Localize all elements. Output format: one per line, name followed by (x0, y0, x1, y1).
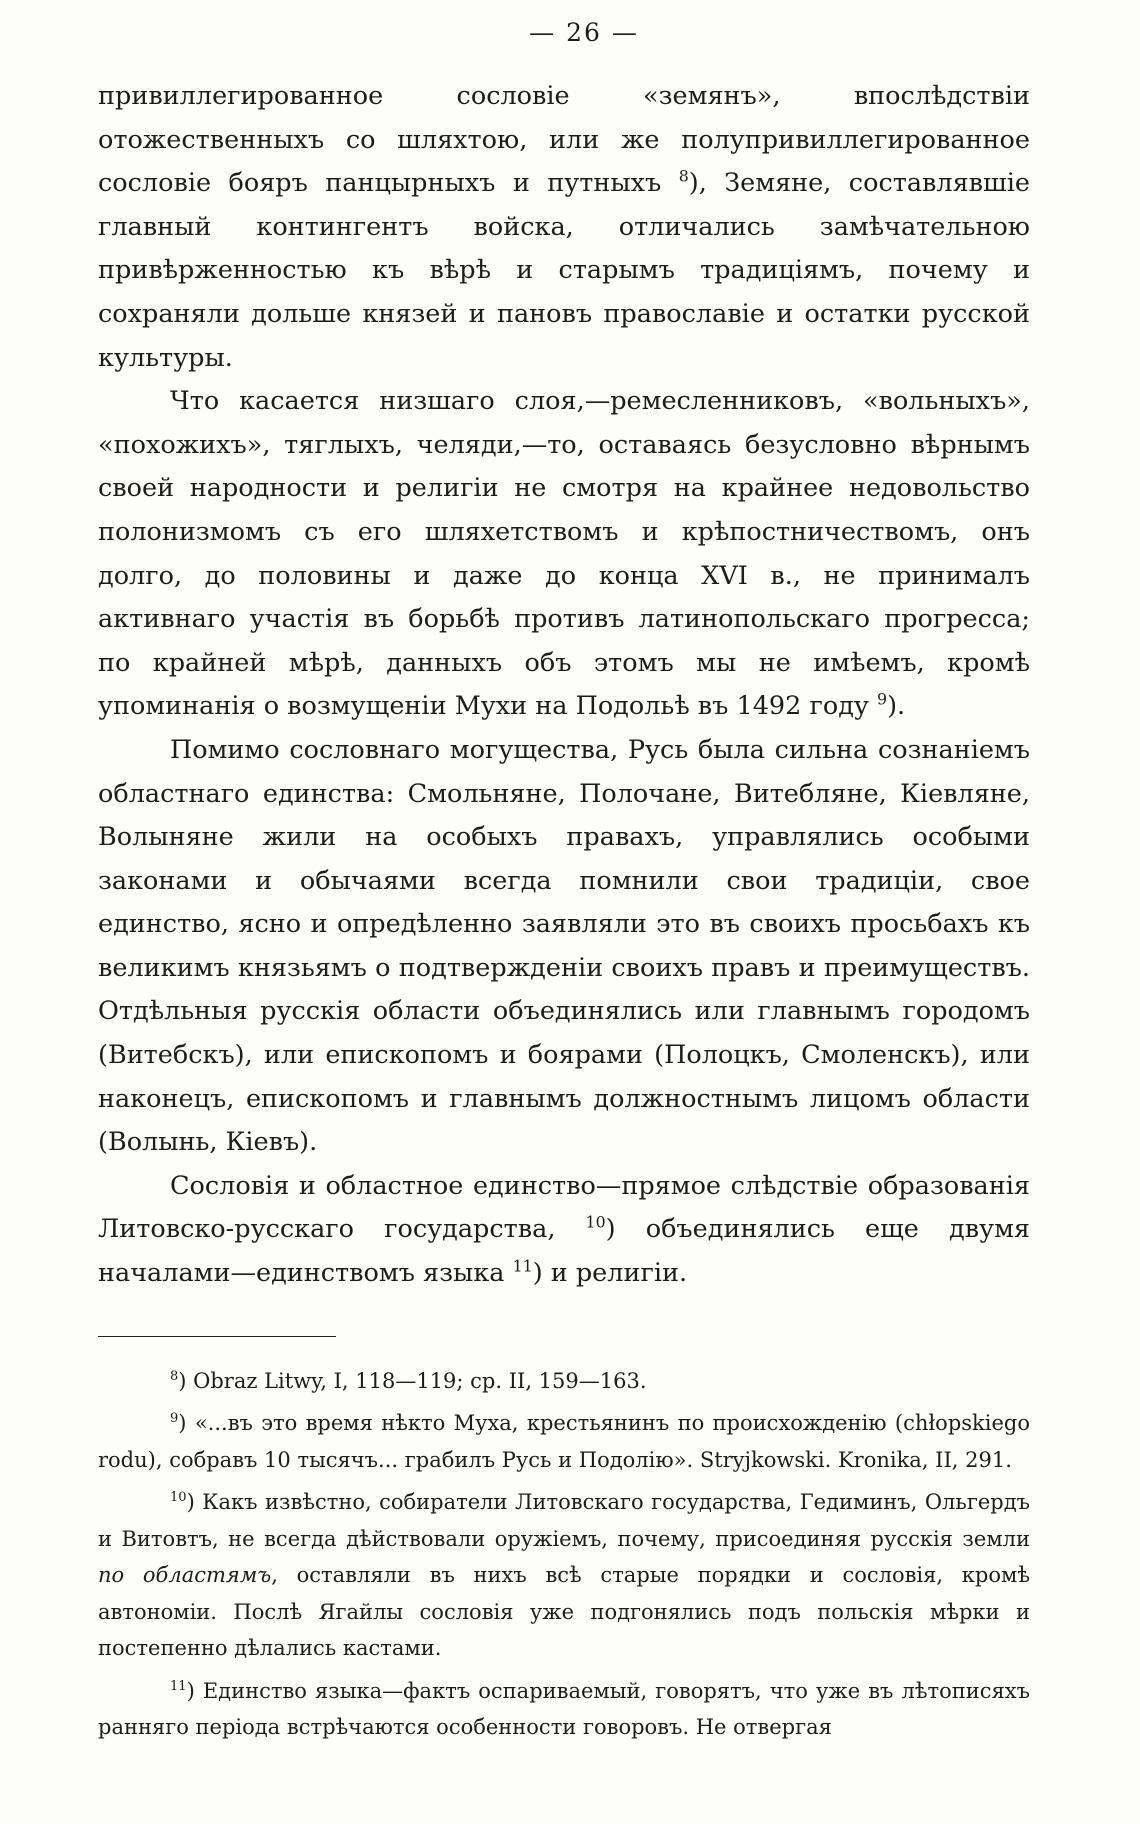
footnote-mark: 11 (170, 1678, 187, 1694)
paragraph-2-tail: ). (887, 691, 906, 722)
note-ref-8: 8 (678, 166, 689, 186)
paragraph-3 (98, 729, 1030, 1165)
paragraph-4 (98, 1165, 1030, 1296)
footnote-divider (98, 1336, 336, 1337)
footnote-text: ) Obraz Litwy, I, 118—119; ср. II, 159—163. (178, 1368, 647, 1393)
page-number: — 26 — (529, 18, 639, 47)
footnote-mark: 10 (170, 1490, 187, 1506)
footnote-italic-text: по областямъ (98, 1563, 272, 1588)
paragraph-4-text: Сословія и областное единство—прямое слѣдствіе образованія Литовско-русскаго государства, (98, 1170, 1030, 1245)
paragraph-1 (98, 75, 1030, 380)
main-text (98, 75, 1030, 1296)
paragraph-4-mid: ) объединялись еще двумя началами—единствомъ языка (98, 1214, 1030, 1289)
footnote-text: ) Какъ извѣстно, собиратели Литовскаго государства, Гедиминъ, Ольгердъ и Витовтъ, не всегда дѣйствовали оружіемъ, почему, присоединяя русскія земли (98, 1490, 1030, 1551)
footnote-11 (98, 1673, 1030, 1746)
paragraph-3-text: Помимо сословнаго могущества, Русь была сильна сознаніемъ областнаго единства: Смольняне, Полочане, Витебляне, Кіевляне, Волыняне жили на особыхъ правахъ, управлялись особыми законами и обычаями всегда помнили свои традиціи, свое единство, ясно и опредѣленно заявляли это въ своихъ просьбахъ къ великимъ князьямъ о подтвержденіи своихъ правъ и преимуществъ. Отдѣльныя русскія области объединялись или главнымъ городомъ (Витебскъ), или епископомъ и боярами (Полоцкъ, Смоленскъ), или наконецъ, епископомъ и главнымъ должностнымъ лицомъ области (Волынь, Кіевъ). (98, 734, 1030, 1158)
paragraph-1-tail: ), Земяне, составлявшіе главный контингентъ войска, отличались замѣчательною привѣрженностью къ вѣрѣ и старымъ традиціямъ, почему и сохраняли дольше князей и пановъ православіе и остатки русской культуры. (98, 168, 1030, 373)
footnote-text-tail: , оставляли въ нихъ всѣ старые порядки и сословія, кромѣ автономіи. Послѣ Ягайлы сословія уже подгонялись подъ польскія мѣрки и постепенно дѣлались кастами. (98, 1563, 1030, 1661)
paragraph-4-tail: ) и религіи. (532, 1258, 688, 1289)
footnotes (98, 1363, 1030, 1746)
note-ref-9: 9 (877, 689, 888, 709)
footnote-mark: 9 (170, 1411, 179, 1427)
footnote-9 (98, 1405, 1030, 1478)
paragraph-2 (98, 380, 1030, 729)
note-ref-10: 10 (585, 1212, 606, 1232)
paragraph-1-text: привиллегированное сословіе «земянъ», впослѣдствіи отожественныхъ со шляхтою, или же полупривиллегированное сословіе бояръ панцырныхъ и путныхъ (98, 81, 1030, 199)
footnote-mark: 8 (170, 1368, 179, 1384)
footnote-text: ) Единство языка—фактъ оспариваемый, говорятъ, что уже въ лѣтописяхъ ранняго періода встрѣчаются особенности говоровъ. Не отвергая (98, 1678, 1030, 1740)
paragraph-2-text: Что касается низшаго слоя,—ремесленниковъ, «вольныхъ», «похожихъ», тяглыхъ, челяди,—то, оставаясь безусловно вѣрнымъ своей народности и религіи не смотря на крайнее недовольство полонизмомъ съ его шляхетствомъ и крѣпостничествомъ, онъ долго, до половины и даже до конца XVI в., не принималъ активнаго участія въ борьбѣ противъ латинопольскаго прогресса; по крайней мѣрѣ, данныхъ объ этомъ мы не имѣемъ, кромѣ упоминанія о возмущеніи Мухи на Подольѣ въ 1492 году (98, 386, 1030, 722)
footnote-8 (98, 1363, 1030, 1400)
footnote-10 (98, 1484, 1030, 1667)
note-ref-11: 11 (512, 1256, 533, 1276)
footnote-text: ) «...въ это время нѣкто Муха, крестьянинъ по происхожденію (chłopskiego rodu), собравъ 10 тысячъ... грабилъ Русь и Подолію». Stryjkowski. Kronika, II, 291. (98, 1411, 1030, 1472)
